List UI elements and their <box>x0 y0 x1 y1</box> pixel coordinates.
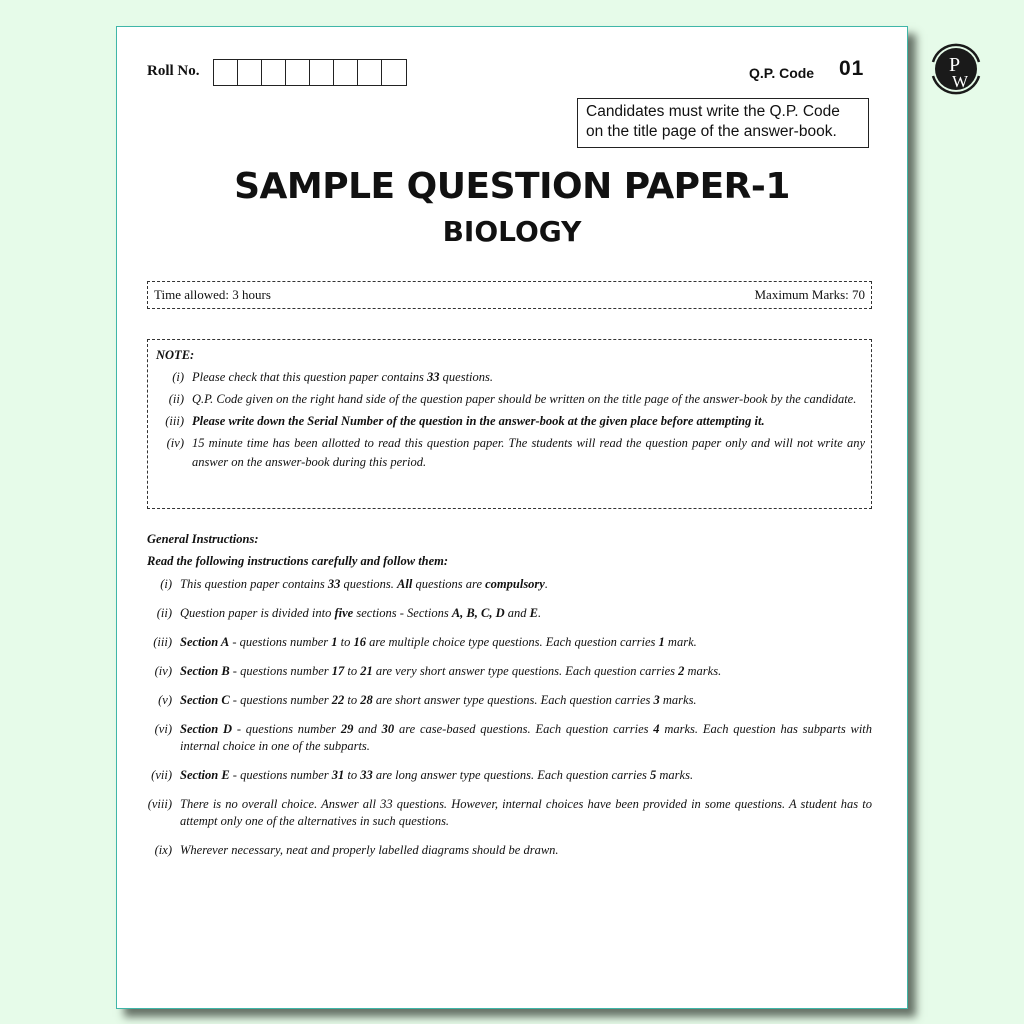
instruction-text <box>180 767 872 784</box>
text-run: to <box>337 635 354 649</box>
qp-code-label: Q.P. Code <box>749 65 815 81</box>
subject-title: BIOLOGY <box>442 215 582 248</box>
maximum-marks: Maximum Marks: 70 <box>754 287 865 302</box>
text-run: Question paper is divided into <box>180 606 335 620</box>
roll-digit-box <box>334 60 358 85</box>
text-run: to <box>344 768 361 782</box>
text-run: questions. <box>439 370 494 384</box>
roll-digit-box <box>286 60 310 85</box>
instruction-number: (ix) <box>154 843 172 857</box>
text-run-bold: All <box>397 577 413 591</box>
text-run-bold: 21 <box>360 664 373 678</box>
text-run: are case-based questions. Each question carries <box>394 722 654 736</box>
text-run-bold: Section E <box>180 768 230 782</box>
note-item <box>156 390 865 409</box>
text-run-bold: Section B <box>180 664 230 678</box>
text-run: to <box>344 693 361 707</box>
question-paper-page <box>116 26 908 1009</box>
text-run: . <box>537 606 542 620</box>
text-run: - questions number <box>229 635 332 649</box>
instruction-item <box>147 842 872 859</box>
time-marks-box <box>147 281 872 309</box>
text-run: are multiple choice type questions. Each question carries <box>366 635 659 649</box>
instruction-item <box>147 692 872 709</box>
text-run: sections - Sections <box>353 606 452 620</box>
text-run-bold: 28 <box>360 693 373 707</box>
instruction-item <box>147 796 872 830</box>
text-run: are short answer type questions. Each question carries <box>372 693 654 707</box>
text-run: are long answer type questions. Each question carries <box>372 768 651 782</box>
text-run-bold: 1 <box>658 635 665 649</box>
qp-code-instruction-box <box>577 98 869 148</box>
text-run: marks. <box>656 768 694 782</box>
instruction-text <box>180 576 872 593</box>
time-allowed: Time allowed: 3 hours <box>154 287 271 302</box>
qp-code-value: 01 <box>839 57 865 80</box>
text-run: questions. <box>340 577 398 591</box>
svg-text:P: P <box>949 54 961 76</box>
text-run-bold: Section A <box>180 635 230 649</box>
note-item <box>156 434 865 472</box>
text-run-bold: 33 <box>360 768 373 782</box>
text-run: mark. <box>664 635 697 649</box>
pw-logo-icon <box>925 38 987 100</box>
instruction-number: (vii) <box>151 768 172 782</box>
instruction-text: Wherever necessary, neat and properly labelled diagrams should be drawn. <box>180 843 559 857</box>
text-run-bold: E <box>529 606 538 620</box>
page-title: SAMPLE QUESTION PAPER-1 <box>234 166 790 207</box>
text-run-bold: 3 <box>653 693 660 707</box>
instruction-text <box>180 692 872 709</box>
text-run-bold: 17 <box>331 664 345 678</box>
note-box <box>147 339 872 509</box>
roll-number-boxes <box>213 59 407 86</box>
roll-digit-box <box>310 60 334 85</box>
instruction-item <box>147 634 872 651</box>
text-run: are very short answer type questions. Each question carries <box>372 664 679 678</box>
instruction-item <box>147 605 872 622</box>
roll-digit-box <box>262 60 286 85</box>
instruction-number: (ii) <box>156 606 172 620</box>
instruction-text: There is no overall choice. Answer all 33 questions. However, internal choices have been provided in some questions. A student has to attempt only one of the alternatives in such questions. <box>180 797 872 828</box>
text-run-bold: 22 <box>331 693 345 707</box>
text-run: marks. <box>684 664 722 678</box>
text-run: questions are <box>412 577 486 591</box>
text-run-bold: 29 <box>340 722 354 736</box>
text-run-bold: five <box>334 606 354 620</box>
note-title: NOTE: <box>156 348 195 362</box>
text-run: - questions number <box>229 768 332 782</box>
text-run: marks. Each question has subparts with internal choice in one of the subparts. <box>180 722 873 753</box>
note-item-text: 15 minute time has been allotted to read this question paper. The students will read the question paper only and will not write any answer on the answer-book during this period. <box>192 436 865 469</box>
qp-note-line: on the title page of the answer-book. <box>586 123 837 140</box>
text-run-bold: 5 <box>650 768 657 782</box>
text-run: marks. <box>659 693 697 707</box>
instruction-item <box>147 663 872 680</box>
note-item-number: (ii) <box>168 392 184 406</box>
roll-digit-box <box>358 60 382 85</box>
note-item <box>156 412 865 431</box>
text-run-bold: 2 <box>678 664 685 678</box>
text-run-bold: 4 <box>653 722 660 736</box>
instruction-text <box>180 634 872 651</box>
text-run: This question paper contains <box>180 577 328 591</box>
general-instructions <box>147 532 872 871</box>
instruction-item <box>147 767 872 784</box>
instruction-item <box>147 576 872 593</box>
general-instructions-title: General Instructions: <box>147 532 259 546</box>
roll-digit-box <box>382 60 406 85</box>
roll-number-label: Roll No. <box>147 63 200 79</box>
text-run-bold: A, B, C, D <box>451 606 505 620</box>
instruction-number: (iii) <box>153 635 172 649</box>
text-run-bold: 1 <box>331 635 338 649</box>
text-run-bold: 16 <box>353 635 367 649</box>
instruction-text <box>180 663 872 680</box>
instruction-number: (vi) <box>154 722 172 736</box>
text-run: and <box>353 722 382 736</box>
note-item-text <box>192 368 865 387</box>
instruction-text <box>180 605 872 622</box>
note-item-number: (iv) <box>166 436 184 450</box>
note-item-text: Please write down the Serial Number of the question in the answer-book at the given place before attempting it. <box>192 414 765 428</box>
text-run-bold: compulsory <box>485 577 545 591</box>
note-item-number: (iii) <box>165 414 184 428</box>
general-instructions-subtitle: Read the following instructions carefully and follow them: <box>147 554 449 568</box>
note-item-number: (i) <box>172 370 184 384</box>
roll-digit-box <box>238 60 262 85</box>
instruction-number: (viii) <box>147 797 172 811</box>
text-run: - questions number <box>229 693 332 707</box>
note-item-text: Q.P. Code given on the right hand side of the question paper should be written on the title page of the answer-book by the candidate. <box>192 392 857 406</box>
text-run: - questions number <box>232 722 341 736</box>
text-run-bold: 31 <box>331 768 345 782</box>
text-run: . <box>544 577 548 591</box>
roll-digit-box <box>214 60 238 85</box>
svg-text:W: W <box>952 72 969 91</box>
text-run-bold: Section C <box>180 693 230 707</box>
text-run: - questions number <box>229 664 332 678</box>
instruction-text <box>180 721 872 755</box>
text-run: Please check that this question paper contains <box>192 370 428 384</box>
text-run: to <box>344 664 361 678</box>
instruction-number: (v) <box>158 693 172 707</box>
note-item <box>156 368 865 387</box>
instruction-number: (iv) <box>154 664 172 678</box>
text-run: and <box>504 606 530 620</box>
text-run-bold: 33 <box>327 577 341 591</box>
text-run-bold: 33 <box>427 370 440 384</box>
qp-note-line: Candidates must write the Q.P. Code <box>586 103 840 120</box>
instruction-number: (i) <box>160 577 172 591</box>
instruction-item <box>147 721 872 755</box>
text-run-bold: Section D <box>180 722 233 736</box>
text-run-bold: 30 <box>381 722 395 736</box>
